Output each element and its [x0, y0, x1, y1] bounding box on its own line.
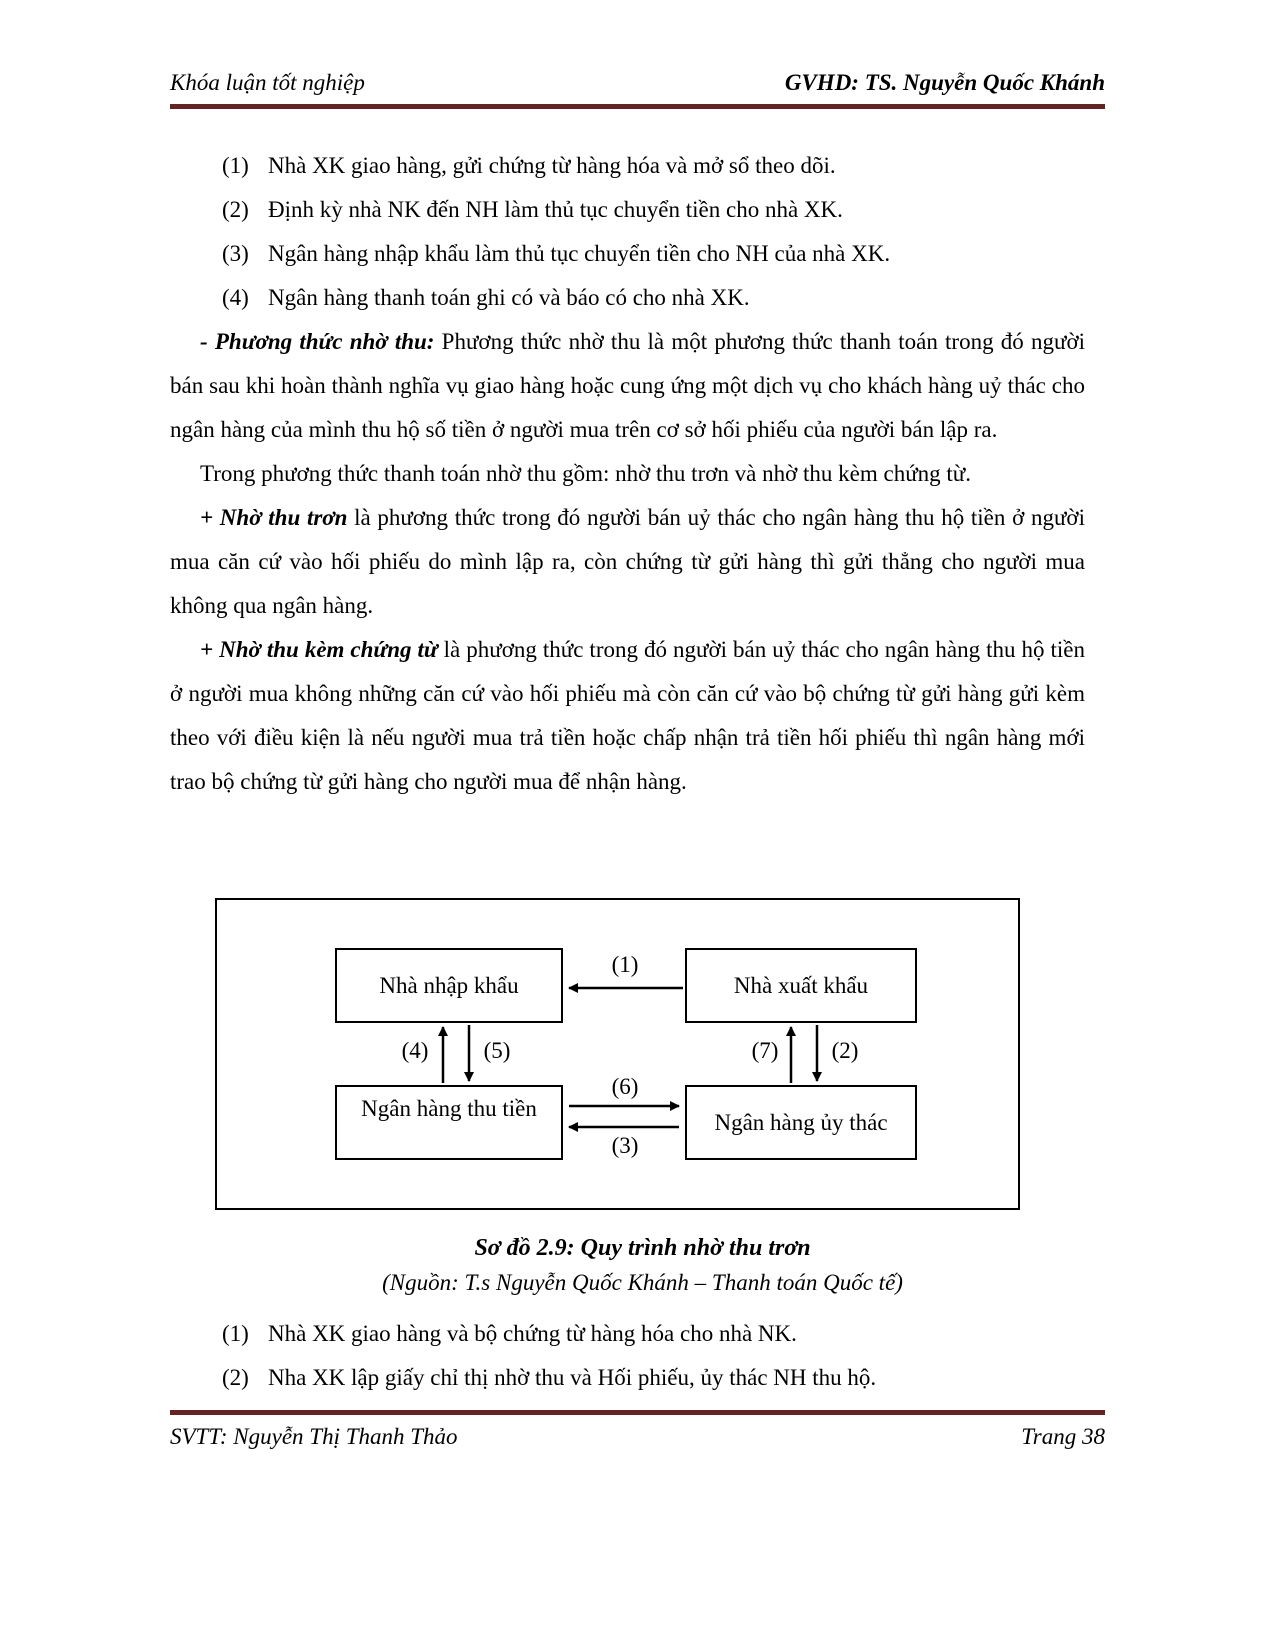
list-item — [222, 188, 1085, 232]
header-left-title: Khóa luận tốt nghiệp — [170, 70, 365, 95]
list-item-text: Ngân hàng nhập khẩu làm thủ tục chuyển tiền cho NH của nhà XK. — [268, 241, 891, 266]
paragraph-lead: - Phương thức nhờ thu: — [200, 329, 435, 354]
header-rule — [170, 104, 1105, 109]
paragraph-collection-method — [170, 320, 1085, 452]
paragraph-body: Trong phương thức thanh toán nhờ thu gồm: nhờ thu trơn và nhờ thu kèm chứng từ. — [200, 461, 972, 486]
arrow-label-1: (1) — [611, 952, 639, 977]
list-item-text: Định kỳ nhà NK đến NH làm thủ tục chuyển tiền cho nhà XK. — [268, 197, 843, 222]
paragraph-body: là phương thức trong đó người bán uỷ thác cho ngân hàng thu hộ tiền ở người mua không những căn cứ vào hối phiếu mà còn căn cứ vào bộ chứng từ gửi hàng gửi kèm theo với điều kiện là nếu người mua trả tiền hoặc chấp nhận trả tiền hối phiếu thì ngân hàng mới trao bộ chứng từ gửi hàng cho người mua để nhận hàng. — [170, 637, 1085, 794]
list-item — [222, 144, 1085, 188]
arrow-label-7: (7) — [751, 1038, 779, 1063]
paragraph-clean-collection — [170, 496, 1085, 628]
paragraph-lead: + Nhờ thu trơn — [200, 505, 348, 530]
list-item-number: (3) — [222, 241, 249, 266]
box-remitting-bank-label: Ngân hàng ủy thác — [714, 1110, 888, 1135]
flow-diagram — [215, 898, 1020, 1210]
box-importer-label: Nhà nhập khẩu — [379, 973, 519, 998]
list-item-text: Nha XK lập giấy chỉ thị nhờ thu và Hối phiếu, ủy thác NH thu hộ. — [268, 1365, 877, 1390]
box-collecting-bank-label: Ngân hàng thu tiền — [361, 1096, 537, 1121]
footer-student-name: SVTT: Nguyễn Thị Thanh Thảo — [170, 1424, 458, 1449]
list-item-number: (2) — [222, 1365, 249, 1390]
list-item — [222, 232, 1085, 276]
box-collecting-bank — [335, 1085, 563, 1160]
list-item — [222, 1356, 1137, 1400]
list-item-text: Nhà XK giao hàng và bộ chứng từ hàng hóa cho nhà NK. — [268, 1321, 797, 1346]
list-item-text: Ngân hàng thanh toán ghi có và báo có cho nhà XK. — [268, 285, 750, 310]
numbered-list-top — [222, 144, 1085, 320]
box-exporter — [685, 948, 917, 1023]
footer-rule — [170, 1410, 1105, 1415]
paragraph-documentary-collection — [170, 628, 1085, 804]
footer-page-number: Trang 38 — [1021, 1424, 1105, 1449]
caption-title: Sơ đồ 2.9: Quy trình nhờ thu trơn — [474, 1235, 811, 1261]
list-item-number: (1) — [222, 153, 249, 178]
header-right-supervisor: GVHD: TS. Nguyễn Quốc Khánh — [784, 70, 1105, 95]
list-item-number: (2) — [222, 197, 249, 222]
list-item-number: (4) — [222, 285, 249, 310]
arrow-label-4: (4) — [401, 1038, 429, 1063]
list-item-number: (1) — [222, 1321, 249, 1346]
paragraph-body: là phương thức trong đó người bán uỷ thác cho ngân hàng thu hộ tiền ở người mua căn cứ vào hối phiếu do mình lập ra, còn chứng từ gửi hàng thì gửi thẳng cho người mua không qua ngân hàng. — [170, 505, 1085, 618]
diagram-arrows — [217, 900, 1018, 1208]
paragraph-collection-types — [170, 452, 1085, 496]
arrow-label-6: (6) — [611, 1074, 639, 1099]
body-text-block — [170, 138, 1085, 804]
numbered-list-bottom — [222, 1312, 1137, 1400]
list-item — [222, 1312, 1137, 1356]
box-importer — [335, 948, 563, 1023]
arrow-label-5: (5) — [483, 1038, 511, 1063]
arrow-label-3: (3) — [611, 1133, 639, 1158]
page-header — [170, 70, 1105, 96]
box-exporter-label: Nhà xuất khẩu — [733, 973, 869, 998]
arrow-label-2: (2) — [831, 1038, 859, 1063]
caption-source: (Nguồn: T.s Nguyễn Quốc Khánh – Thanh toán Quốc tế) — [382, 1270, 903, 1295]
paragraph-body: Phương thức nhờ thu là một phương thức thanh toán trong đó người bán sau khi hoàn thành nghĩa vụ giao hàng hoặc cung ứng một dịch vụ cho khách hàng uỷ thác cho ngân hàng của mình thu hộ số tiền ở người mua trên cơ sở hối phiếu của người bán lập ra. — [170, 329, 1085, 442]
box-remitting-bank — [685, 1085, 917, 1160]
list-item-text: Nhà XK giao hàng, gửi chứng từ hàng hóa và mở sổ theo dõi. — [268, 153, 836, 178]
list-item — [222, 276, 1085, 320]
figure-caption — [170, 1230, 1115, 1300]
paragraph-lead: + Nhờ thu kèm chứng từ — [200, 637, 438, 662]
page-footer — [170, 1424, 1105, 1450]
